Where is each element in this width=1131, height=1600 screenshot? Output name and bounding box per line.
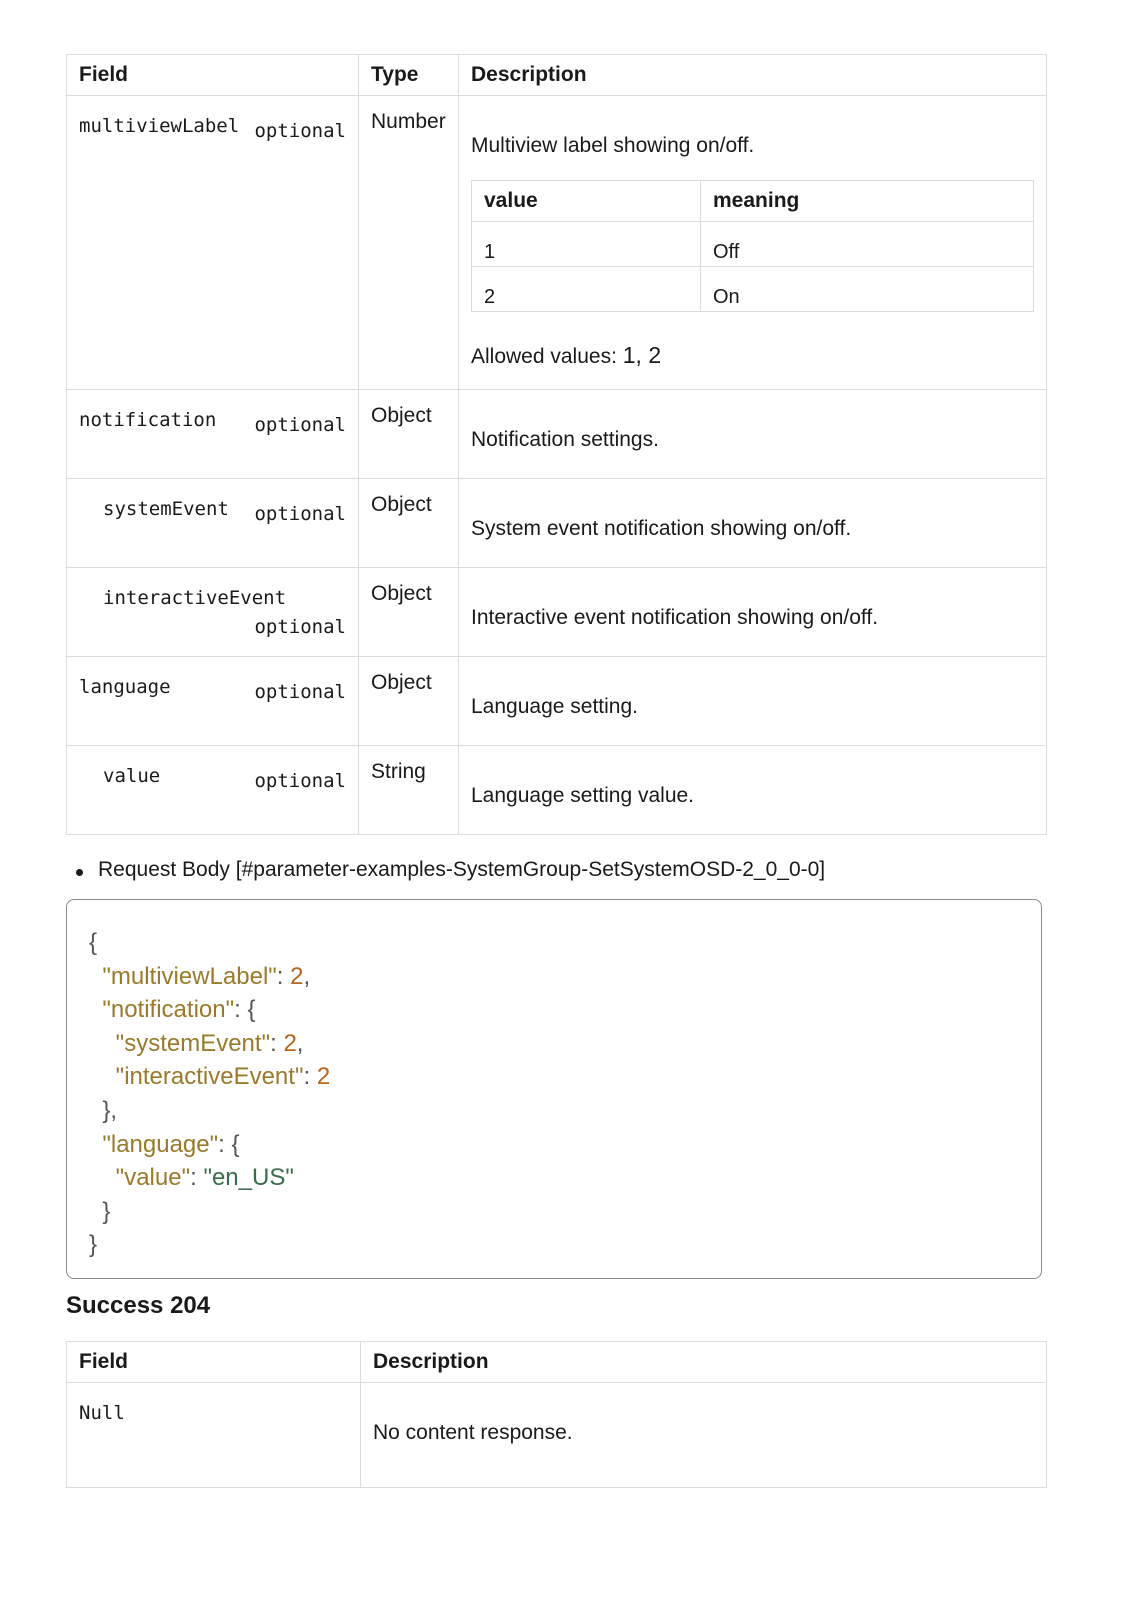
type-cell: Object	[359, 390, 459, 479]
description-text: Language setting.	[471, 695, 638, 718]
table-header-row	[67, 55, 1047, 96]
code-key: "interactiveEvent"	[115, 1063, 304, 1091]
code-value: 2	[283, 1029, 297, 1057]
description-text: Interactive event notification showing on/off.	[471, 606, 879, 629]
table-row	[67, 479, 1047, 568]
table-row	[67, 657, 1047, 746]
success-heading: Success 204	[66, 1292, 211, 1319]
field-name: value	[103, 765, 161, 787]
description-cell	[459, 479, 1047, 568]
allowed-values	[471, 342, 1034, 369]
type-cell: Object	[359, 479, 459, 568]
description-cell	[459, 390, 1047, 479]
optional-tag: optional	[254, 681, 346, 703]
table-row	[67, 568, 1047, 657]
description-text: System event notification showing on/off.	[471, 517, 852, 540]
table-row	[67, 746, 1047, 835]
description-cell	[459, 96, 1047, 390]
field-cell	[67, 479, 359, 568]
field-name: language	[79, 676, 171, 698]
field-cell	[67, 657, 359, 746]
values-header-row	[472, 181, 1034, 222]
field-name: multiviewLabel	[79, 115, 240, 137]
field-cell	[67, 390, 359, 479]
field-name: Null	[79, 1402, 125, 1424]
values-header-meaning: meaning	[701, 181, 1034, 222]
meaning-cell: On	[701, 267, 1034, 312]
field-cell	[67, 746, 359, 835]
header-field: Field	[67, 1342, 361, 1383]
description-text: Notification settings.	[471, 428, 659, 451]
description-cell	[459, 568, 1047, 657]
meaning-cell: Off	[701, 222, 1034, 267]
description-text: Multiview label showing on/off.	[471, 134, 755, 157]
type-cell: Object	[359, 568, 459, 657]
code-value: 2	[316, 1063, 331, 1091]
field-cell	[67, 568, 359, 657]
field-name: interactiveEvent	[103, 587, 287, 609]
type-cell: Number	[359, 96, 459, 390]
description-cell	[361, 1383, 1047, 1488]
values-header-value: value	[472, 181, 701, 222]
value-cell: 1	[472, 222, 701, 267]
table-header-row	[67, 1342, 1047, 1383]
code-value: 2	[290, 962, 304, 990]
description-cell	[459, 746, 1047, 835]
values-table	[471, 180, 1034, 312]
table-row	[67, 1383, 1047, 1488]
header-type: Type	[359, 55, 459, 96]
field-name: systemEvent	[103, 498, 229, 520]
optional-tag: optional	[254, 770, 346, 792]
optional-tag: optional	[254, 503, 346, 525]
parameters-table	[66, 54, 1047, 835]
table-row	[67, 96, 1047, 390]
allowed-label: Allowed values:	[471, 345, 623, 368]
values-row	[472, 267, 1034, 312]
values-row	[472, 222, 1034, 267]
allowed-values-list: 1, 2	[622, 342, 662, 368]
optional-tag: optional	[254, 616, 346, 638]
field-cell	[67, 96, 359, 390]
optional-tag: optional	[254, 120, 346, 142]
code-key: "systemEvent"	[115, 1029, 271, 1057]
field-name: notification	[79, 409, 217, 431]
response-table	[66, 1341, 1047, 1488]
code-key: "notification"	[102, 996, 235, 1024]
header-description: Description	[361, 1342, 1047, 1383]
optional-tag: optional	[254, 414, 346, 436]
header-description: Description	[459, 55, 1047, 96]
field-cell	[67, 1383, 361, 1488]
description-cell	[459, 657, 1047, 746]
code-key: "language"	[102, 1130, 219, 1158]
type-cell: String	[359, 746, 459, 835]
code-string: "en_US"	[203, 1164, 294, 1192]
value-cell: 2	[472, 267, 701, 312]
request-body-link[interactable]: Request Body [#parameter-examples-SystemGroup-SetSystemOSD-2_0_0-0]	[98, 858, 826, 881]
code-key: "multiviewLabel"	[102, 962, 277, 990]
code-key: "value"	[115, 1164, 191, 1192]
description-text: Language setting value.	[471, 784, 695, 807]
table-row	[67, 390, 1047, 479]
code-example-block: { "multiviewLabel": 2, "notification": { "systemEvent": 2, "interactiveEvent": 2 }, "language": { "value": "en_US" } }	[66, 899, 1042, 1279]
header-field: Field	[67, 55, 359, 96]
description-text: No content response.	[373, 1421, 573, 1444]
type-cell: Object	[359, 657, 459, 746]
